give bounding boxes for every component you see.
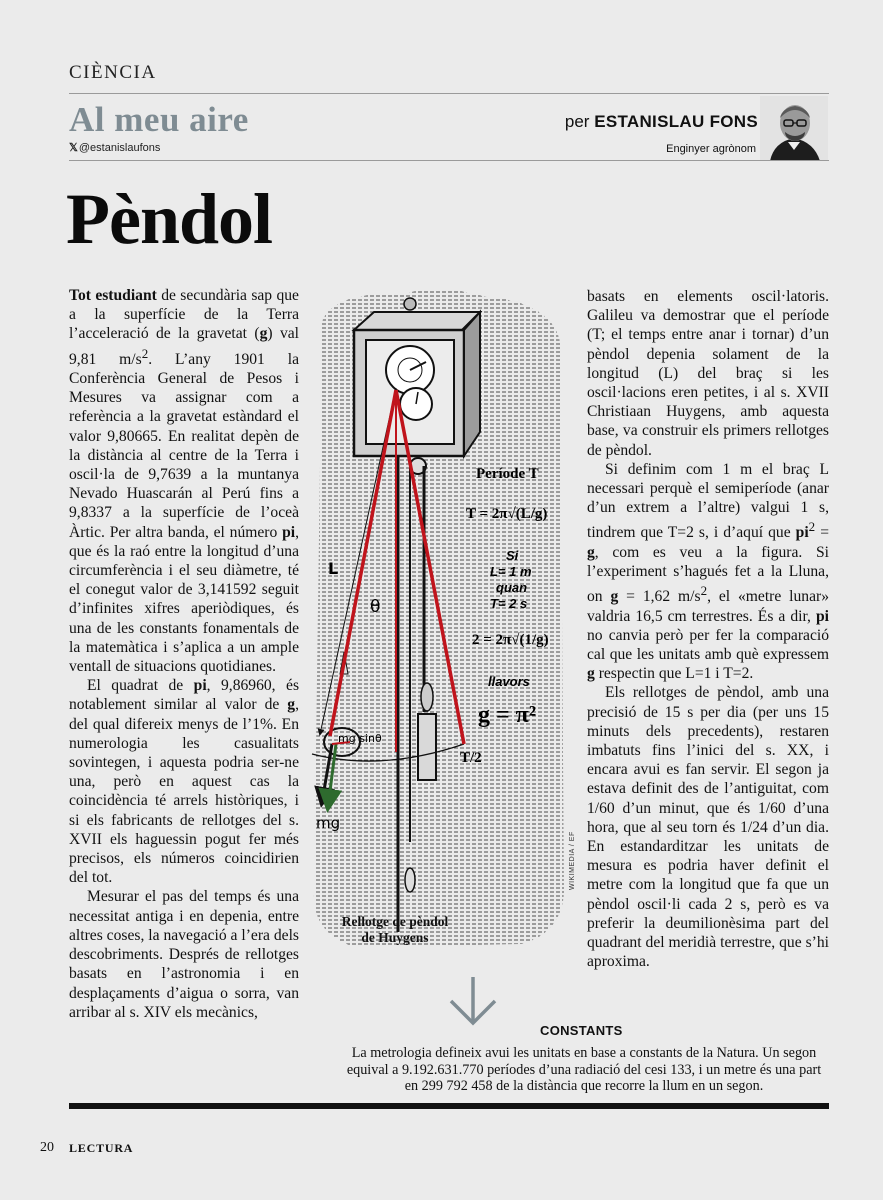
text-run: ) val 9,81 m/s — [69, 325, 299, 368]
text-run: = 1,62 m/s — [618, 588, 701, 606]
text-run: , el «metre lunar» valdria 16,5 cm terrestres. És a dir, — [587, 588, 830, 625]
handle-text: @estanislaufons — [78, 142, 161, 154]
text-run: , 9,86960, és notablement similar al valor de — [69, 677, 300, 714]
text-run: Si definim com 1 m el braç L necessari perquè el semiperíode (anar d’un extrem a l’altre) valgui 1 s, tindrem que T=2 s, i d’aquí que — [587, 460, 829, 542]
body-column-right — [587, 287, 829, 971]
counterweight — [405, 868, 415, 892]
byline-prefix: per — [564, 112, 590, 131]
text-run: , del qual difereix menys de l’1%. En numerologia les casualitats sovintegen, i aquesta podria ser-ne una, però en aquest cas la coincidència té arrels històriques, i si els fabricants de rellotges del s. XVII els haguessin pogut fer més precisos, els números coincidirien del tot. — [69, 696, 299, 887]
symbol-pi: pi — [282, 523, 296, 541]
superscript: 2 — [808, 519, 816, 535]
figure-caption — [320, 914, 470, 946]
label-mg-sin: mg sinθ — [338, 732, 382, 745]
period-label: Període T — [476, 466, 539, 482]
author-photo — [760, 96, 828, 161]
publication-name: LECTURA — [69, 1141, 134, 1155]
text-run: , que és la raó entre la longitud d’una circumferència i el seu diàmetre, té el conegut valor de 3,141592 seguit d’infinites xifres aperiòdiques, és una de les constants fonamentals de la matemàtica i s’aplica a un ample ventall de situacions quotidianes. — [69, 523, 299, 676]
text-run: respectin que L=1 i T=2. — [594, 665, 754, 683]
paragraph — [587, 287, 829, 460]
text-run: no canvia però per fer la comparació cal que les unitats amb què expressem — [587, 626, 829, 664]
constants-title: CONSTANTS — [540, 1023, 623, 1038]
text-run: de secundària sap que a la superfície de la Terra l’acceleració de la gravetat ( — [69, 287, 299, 343]
photo-credit: WIKIMEDIA / EF — [569, 831, 576, 890]
author-handle[interactable] — [69, 141, 160, 154]
condition-L: L= 1 m — [490, 564, 532, 579]
pendulum-clock-illustration — [292, 282, 587, 956]
constants-text: La metrologia defineix avui les unitats en base a constants de la Natura. Un segon equival a 9.192.631.770 períodes d’una radiació del cesi 133, i un metre és una part en 299 792 458 de la distància que recorre la llum en un segon. — [346, 1045, 822, 1094]
top-divider — [69, 93, 829, 94]
headline: Pèndol — [66, 179, 273, 259]
clock-case — [354, 298, 480, 456]
symbol-g: g — [587, 665, 595, 683]
x-logo-icon: 𝕏 — [69, 142, 78, 154]
text-run: Els rellotges de pèndol, amb una precisió de 15 s per dia (per uns 15 minuts dels precedents), restaren imbatuts fins l’inici del s. XX, i encara avui es fan servir. El segon ja estava definit des de l’antiguitat, com 1/60 d’un minut, que és 1/60 d’una hora, que al seu torn és 1/24 d’un dia. En estandarditzar les unitats de mesura es podria haver definit el metre com la longitud que fa que un pèndol oscil·li cada 2 s, però es va preferir la deumilionèsima part del quadrant del meridià terrestre, que s’hi aproxima. — [587, 684, 829, 971]
body-column-left — [69, 286, 299, 1022]
superscript: 2 — [700, 583, 708, 599]
condition-T: T= 2 s — [490, 596, 528, 611]
text-run: . L’any 1901 la Conferència General de Pesos i Mesures va assignar com a referència a la gravetat estàndard el valor 9,80665. En realitat depèn de la distància al centre de la Terra i oscil·la de 9,7639 a la muntanya Nevado Huascarán al Perú fins a 9,8337 a la superfície de l’oceà Àrtic. Per altra banda, el número — [69, 350, 299, 541]
superscript: 2 — [141, 345, 149, 361]
bottom-rule — [69, 1103, 829, 1109]
formula-substituted: 2 = 2π√(1/g) — [472, 632, 549, 648]
text-run: El quadrat de — [87, 677, 194, 695]
author-role: Enginyer agrònom — [666, 143, 756, 155]
paragraph — [69, 676, 299, 887]
text-run: = — [815, 524, 829, 542]
label-T2: T/2 — [460, 750, 482, 766]
paragraph — [587, 683, 829, 971]
lead-in: Tot estudiant — [69, 287, 157, 304]
symbol-g: g — [610, 588, 619, 606]
symbol-pi: pi — [193, 677, 207, 695]
symbol-pi: pi — [795, 524, 809, 542]
page-number: 20 — [40, 1140, 54, 1155]
label-llavors: llavors — [488, 674, 530, 689]
label-theta: θ — [370, 597, 381, 617]
paragraph — [69, 286, 299, 676]
formula-result: g = π² — [478, 702, 537, 728]
symbol-g: g — [587, 543, 595, 561]
text-run: basats en elements oscil·latoris. Galileu va demostrar que el període (T; el temps entre anar i tornar) d’un pèndol depenia solament de la longitud (L) del braç si les oscil·lacions eren petites, i al s. XVII Christiaan Huygens, amb aquesta base, va construir els primers rellotges de pèndol. — [587, 288, 829, 459]
symbol-g: g — [287, 696, 296, 714]
paragraph — [587, 460, 829, 684]
column-title: Al meu aire — [69, 100, 249, 139]
header-divider — [69, 160, 829, 161]
condition-si: Si — [506, 548, 519, 563]
byline — [560, 112, 758, 132]
paragraph — [69, 887, 299, 1021]
text-run: Mesurar el pas del temps és una necessitat antiga i en depenia, entre altres coses, la navegació a l’era dels descobriments. Després de rellotges basats en l’astronomia i en desplaçaments d’aigua o sorra, van arribar al s. XIV els mecànics, — [69, 888, 299, 1021]
author-name: ESTANISLAU FONS — [594, 112, 758, 131]
weight-hook — [421, 683, 433, 711]
arrow-down-icon — [445, 975, 501, 1027]
caption-line: de Huygens — [361, 930, 429, 945]
text-run: , com es veu a la figura. Si l’experiment s’hagués fet a la Lluna, on — [587, 543, 829, 606]
label-mg: mg — [316, 814, 341, 832]
weight — [418, 714, 436, 780]
condition-quan: quan — [496, 580, 528, 595]
symbol-pi: pi — [815, 607, 829, 625]
symbol-g: g — [259, 325, 268, 343]
label-L: L — [328, 559, 339, 578]
caption-line: Rellotge de pèndol — [341, 914, 449, 929]
formula-period: T = 2π√(L/g) — [466, 506, 548, 522]
section-label: CIÈNCIA — [69, 62, 157, 83]
